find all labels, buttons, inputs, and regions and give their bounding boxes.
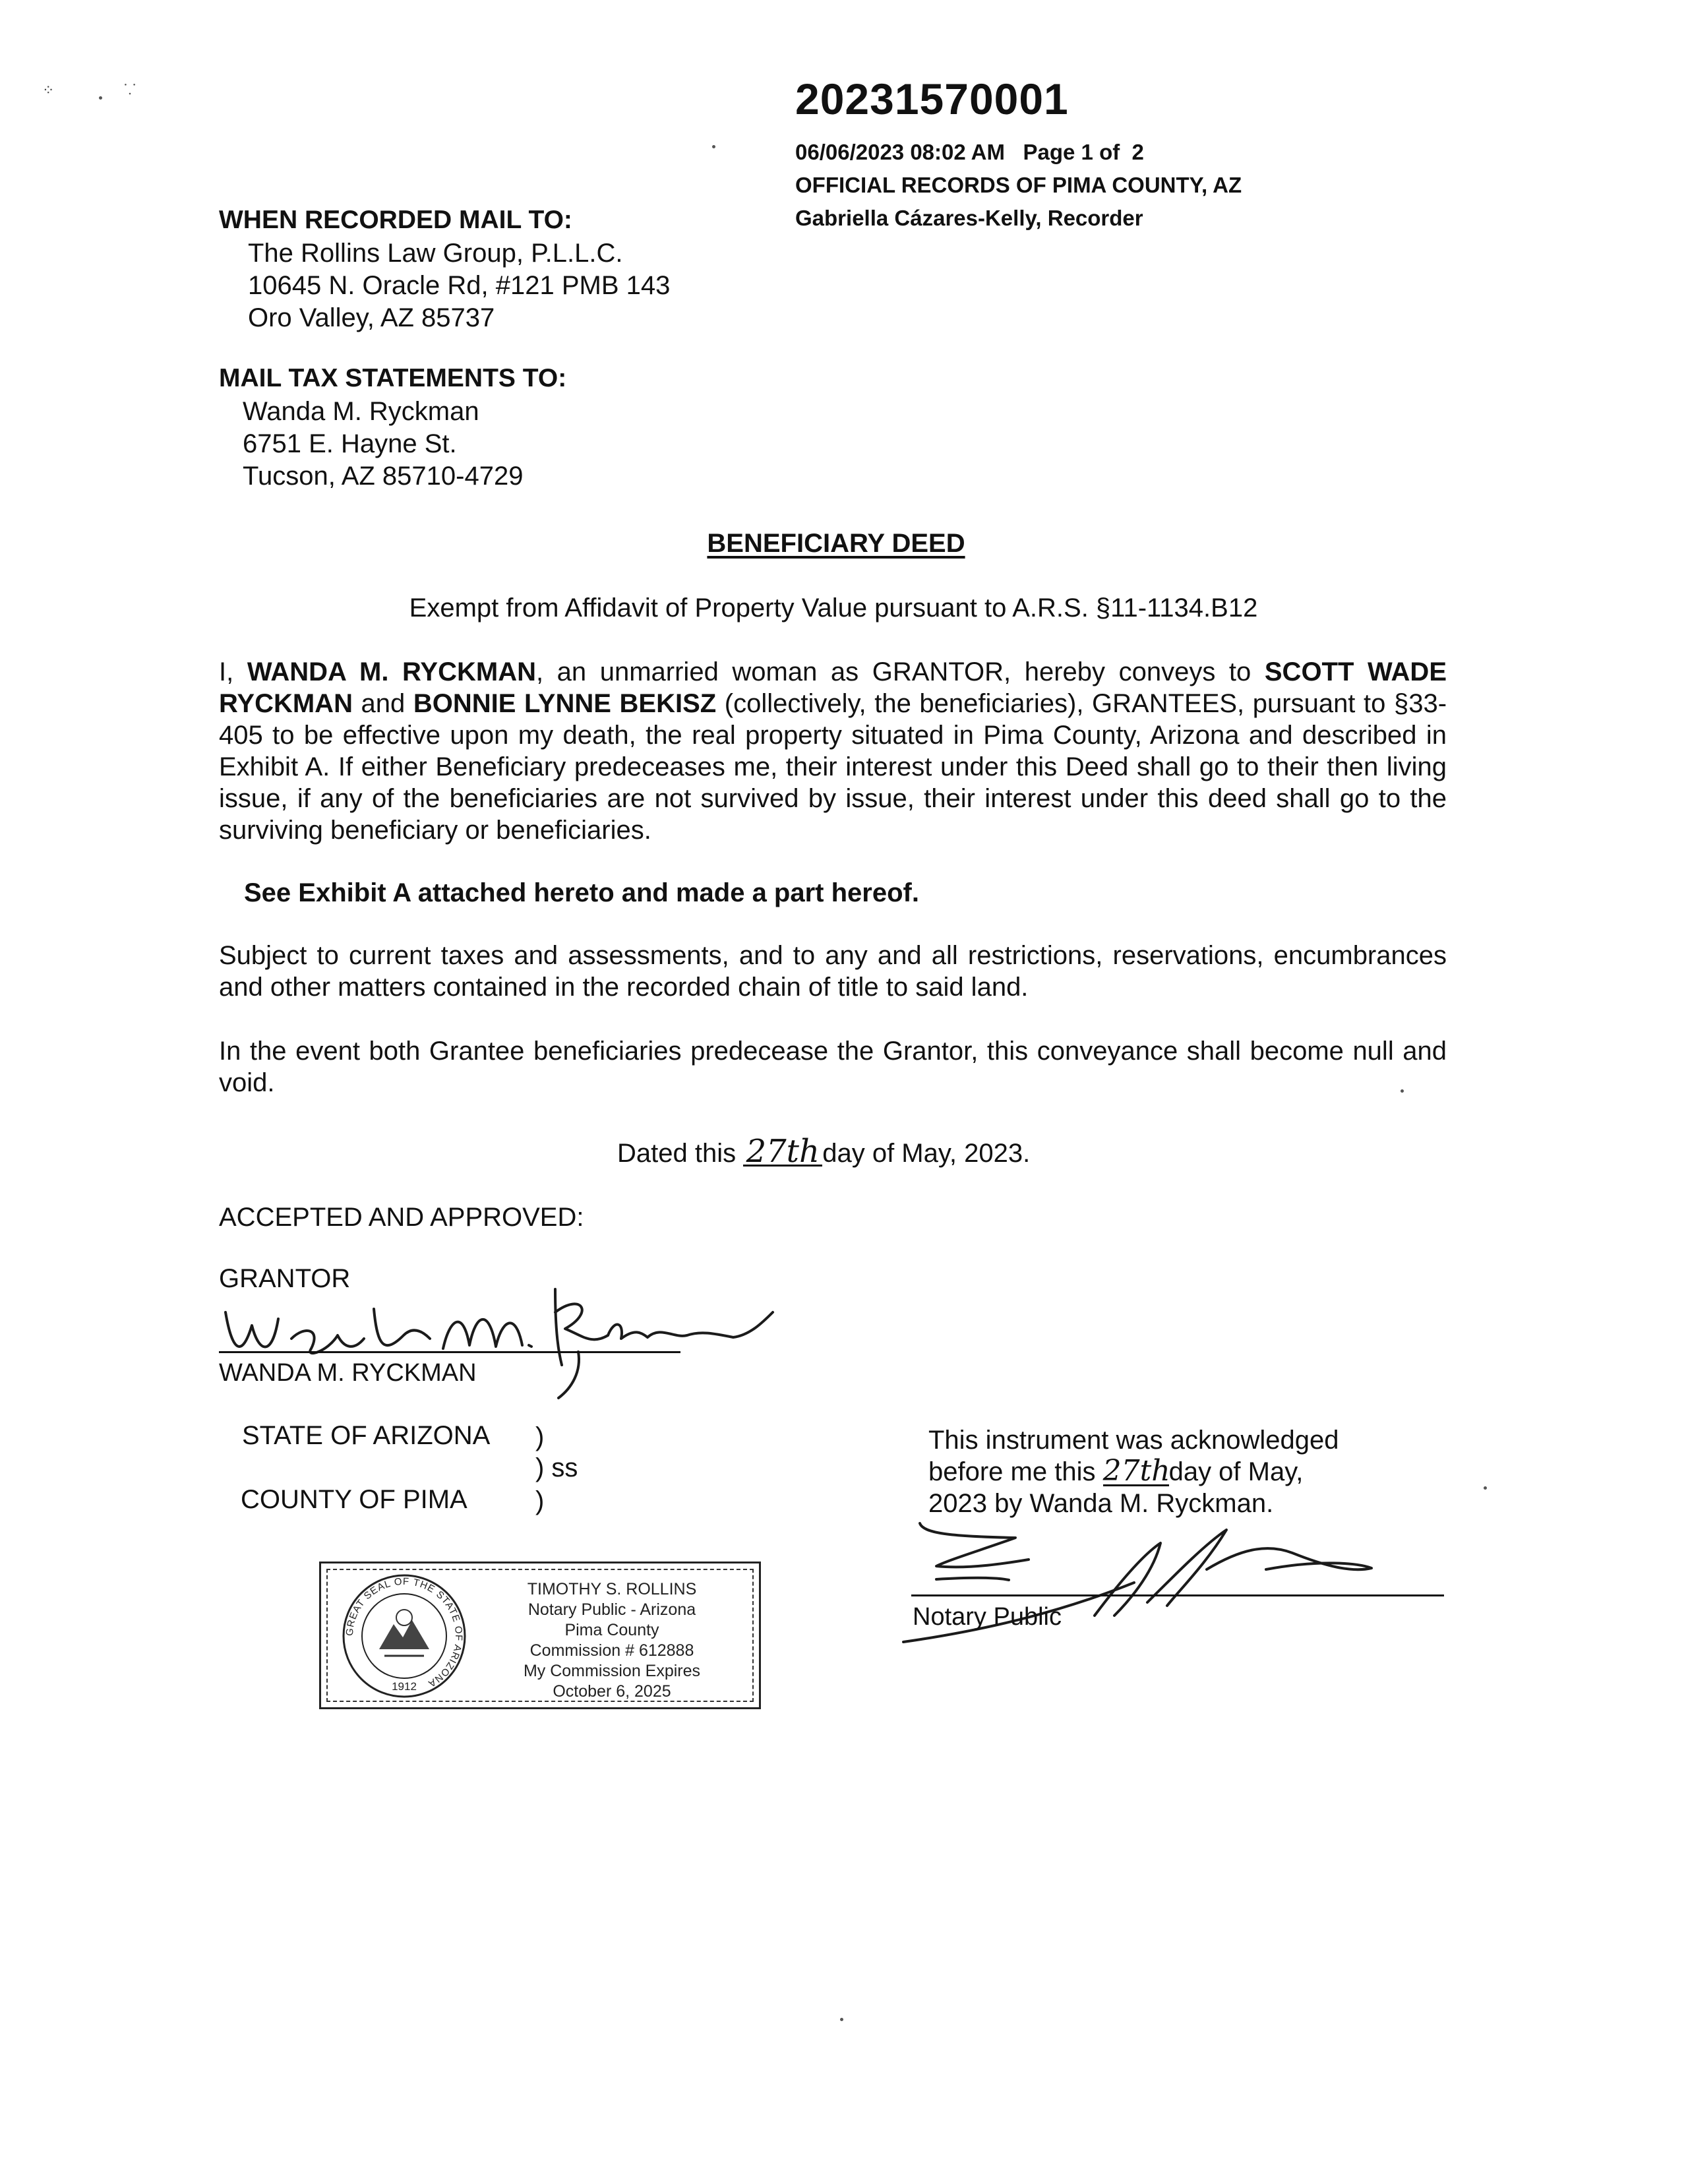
arizona-seal-icon: [338, 1571, 470, 1701]
venue-ss: ) ss: [535, 1453, 578, 1482]
notary-signature-line: [911, 1594, 1444, 1596]
dated-day-handwritten: 27th: [743, 1138, 822, 1167]
scan-artifact: ⁘: [42, 82, 55, 98]
exempt-statement: Exempt from Affidavit of Property Value pursuant to A.R.S. §11-1134.B12: [409, 593, 1258, 622]
tax-to-line: 6751 E. Hayne St.: [243, 429, 457, 458]
scan-speck: [99, 96, 102, 100]
venue-county: COUNTY OF PIMA: [241, 1485, 467, 1514]
document-number: 20231570001: [795, 75, 1069, 123]
ack-day-handwritten: 27th: [1102, 1454, 1170, 1488]
mail-to-heading: WHEN RECORDED MAIL TO:: [219, 206, 572, 234]
stamp-line: TIMOTHY S. ROLLINS: [527, 1580, 697, 1598]
recording-datetime: 06/06/2023 08:02 AM Page 1 of 2: [795, 140, 1144, 164]
recorder-name: Gabriella Cázares-Kelly, Recorder: [795, 206, 1143, 230]
scan-speck: [1401, 1089, 1404, 1093]
notary-stamp: [319, 1562, 761, 1709]
scan-speck: [712, 145, 715, 148]
dated-prefix: Dated this: [617, 1139, 744, 1168]
tax-to-line: Tucson, AZ 85710-4729: [243, 462, 524, 491]
dated-line: [617, 1133, 1031, 1170]
seal-year: 1912: [392, 1680, 417, 1693]
exhibit-reference: See Exhibit A attached hereto and made a part hereof.: [244, 878, 919, 907]
mail-to-line: Oro Valley, AZ 85737: [248, 303, 495, 332]
grant-text: (collectively, the beneficiaries), GRANTEES, pursuant to §33-405 to be effective upon my death, the real property situated in Pima County, Arizona and described in Exhibit A. If either Beneficiary predeceases me, their interest under this Deed shall go to their then living issue, if any of the beneficiaries are not survived by issue, their interest under this deed shall go to the surviving beneficiary or beneficiaries.: [219, 689, 1447, 845]
recording-office: OFFICIAL RECORDS OF PIMA COUNTY, AZ: [795, 173, 1242, 197]
stamp-line: Pima County: [564, 1621, 659, 1639]
stamp-line: Commission # 612888: [529, 1641, 694, 1660]
stamp-line: October 6, 2025: [553, 1682, 671, 1701]
stamp-line: Notary Public - Arizona: [528, 1600, 696, 1619]
dated-suffix: day of May, 2023.: [822, 1139, 1031, 1168]
tax-statements-heading: MAIL TAX STATEMENTS TO:: [219, 364, 567, 392]
mail-to-address: [248, 237, 670, 334]
grant-text: I,: [219, 657, 247, 686]
stamp-line: My Commission Expires: [523, 1662, 701, 1680]
beneficiary-2: BONNIE LYNNE BEKISZ: [413, 689, 717, 718]
acknowledgment-block: [928, 1424, 1339, 1519]
scan-speck: [840, 2018, 843, 2021]
venue-paren: ): [535, 1486, 545, 1515]
null-void-paragraph: In the event both Grantee beneficiaries predecease the Grantor, this conveyance shall become null and void.: [219, 1037, 1447, 1097]
ack-line: This instrument was acknowledged: [928, 1426, 1339, 1455]
grant-text: and: [352, 689, 413, 718]
scan-speck: [1484, 1486, 1487, 1490]
ack-line: 2023 by Wanda M. Ryckman.: [928, 1489, 1274, 1518]
ack-line: before me this 27thday of May,: [928, 1454, 1304, 1488]
mail-to-line: 10645 N. Oracle Rd, #121 PMB 143: [248, 271, 671, 300]
scan-artifact: ⸪: [124, 81, 136, 98]
venue-state: STATE OF ARIZONA: [242, 1421, 491, 1450]
grant-text: , an unmarried woman as GRANTOR, hereby conveys to: [535, 657, 1265, 686]
mail-to-line: The Rollins Law Group, P.L.L.C.: [248, 239, 623, 268]
grantor-label: GRANTOR: [219, 1264, 351, 1293]
granting-paragraph: [219, 656, 1447, 846]
beneficiary-1: SCOTT WADE RYCKMAN: [219, 657, 1447, 718]
deed-title: BENEFICIARY DEED: [707, 529, 965, 558]
grantor-signature-line: [219, 1351, 680, 1353]
seal-text: GREAT SEAL OF THE STATE OF ARIZONA: [344, 1575, 465, 1690]
grantor-printed-name: WANDA M. RYCKMAN: [219, 1359, 477, 1387]
accepted-approved: ACCEPTED AND APPROVED:: [219, 1203, 584, 1232]
stamp-text: [477, 1579, 747, 1702]
tax-to-line: Wanda M. Ryckman: [243, 397, 479, 426]
notary-public-label: Notary Public: [913, 1603, 1062, 1631]
subject-paragraph: Subject to current taxes and assessments, and to any and all restrictions, reservations, encumbrances and other matters contained in the recorded chain of title to said land.: [219, 941, 1447, 1002]
tax-statements-address: [243, 396, 523, 493]
grantor-name-inline: WANDA M. RYCKMAN: [247, 657, 536, 686]
venue-paren: ): [535, 1422, 545, 1451]
